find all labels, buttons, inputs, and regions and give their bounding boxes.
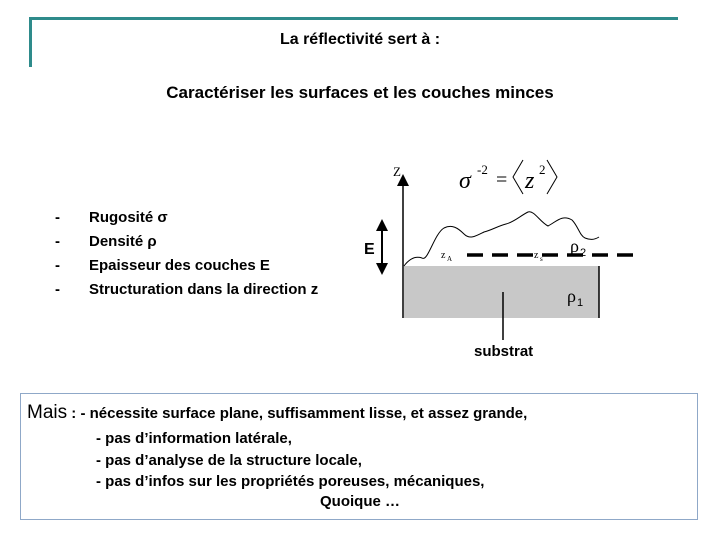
bullet-dash: - — [55, 257, 60, 274]
thickness-label: E — [364, 241, 375, 258]
mais-line-4: - pas d’infos sur les propriétés poreuses, mécaniques, — [96, 473, 485, 490]
bullet-text: Structuration dans la direction z — [89, 281, 319, 298]
z-a-label: z — [441, 250, 446, 261]
formula-equals: = — [496, 169, 508, 191]
rho2-label: ρ — [570, 236, 579, 256]
z-s-label: z — [534, 250, 539, 261]
substrate-label: substrat — [474, 343, 534, 360]
bullet-dash: - — [55, 209, 60, 226]
roughness-formula — [459, 160, 557, 194]
mais-word: Mais — [27, 402, 68, 423]
page-title: La réflectivité sert à : — [279, 31, 441, 48]
bullet-text: Epaisseur des couches E — [89, 257, 270, 274]
page-subtitle: Caractériser les surfaces et les couches minces — [166, 83, 554, 102]
rho1-label: ρ — [567, 286, 576, 306]
formula-sigma-exponent: -2 — [477, 162, 488, 177]
mais-line — [27, 402, 527, 424]
formula-z: z — [525, 168, 535, 194]
formula-right-bracket — [547, 160, 557, 194]
rho1-subscript: 1 — [577, 297, 584, 309]
bullet-text: Densité ρ — [89, 233, 157, 250]
z-axis-label: Z — [393, 164, 401, 179]
mais-line-2: - pas d’information latérale, — [96, 430, 292, 447]
mais-closing: Quoique … — [320, 493, 400, 510]
formula-z-exponent: 2 — [539, 162, 546, 177]
thickness-arrow-head-up — [376, 219, 388, 231]
z-s-subscript: s — [540, 255, 543, 263]
formula-left-bracket — [513, 160, 523, 194]
bullet-dash: - — [55, 281, 60, 298]
rho2-subscript: 2 — [580, 247, 587, 259]
z-a-subscript: A — [447, 255, 453, 263]
bullet-text: Rugosité σ — [89, 209, 168, 226]
mais-line-1: : - nécessite surface plane, suffisamment lisse, et assez grande, — [67, 405, 528, 422]
thickness-arrow-head-down — [376, 263, 388, 275]
formula-sigma: σ — [459, 168, 471, 194]
mais-line-3: - pas d’analyse de la structure locale, — [96, 452, 362, 469]
bullet-dash: - — [55, 233, 60, 250]
